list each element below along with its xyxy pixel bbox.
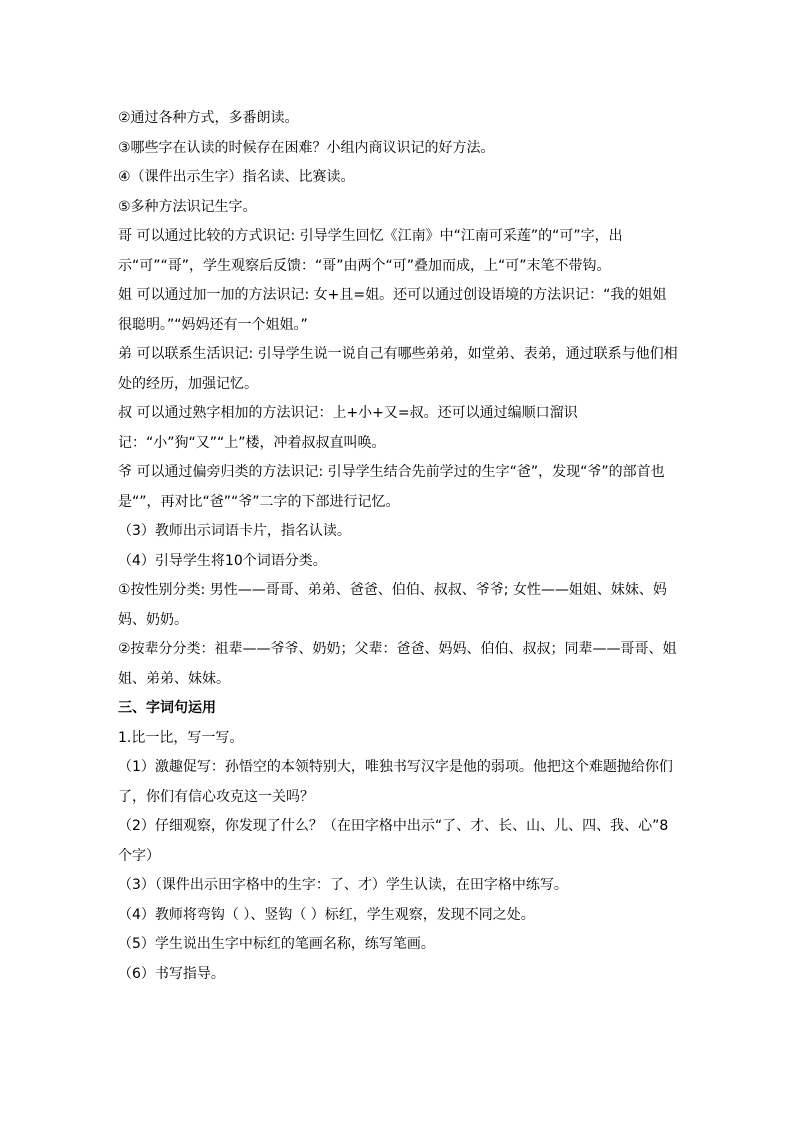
task-1-step-4: （4）教师将弯钩（ ）、竖钩（ ）标红，学生观察，发现不同之处。 [118, 906, 535, 923]
document-body [118, 104, 678, 989]
char-ye-method: 爷 可以通过偏旁归类的方法识记: 引导学生结合先前学过的生字“爸”，发现“爷”的部首也是“”，再对比“爸”“爷”二字的下部进行记忆。 [118, 464, 665, 510]
classify-by-generation: ②按辈分分类：祖辈——爷爷、奶奶；父辈：爸爸、妈妈、伯伯、叔叔；同辈——哥哥、姐姐、弟弟、妹妹。 [118, 641, 677, 687]
item-4-classify-words: （4）引导学生将10个词语分类。 [118, 552, 327, 569]
classify-by-gender: ①按性别分类: 男性——哥哥、弟弟、爸爸、伯伯、叔叔、爷爷; 女性——姐姐、妹妹、妈妈、奶奶。 [118, 582, 667, 628]
task-1-step-3: （3）（课件出示田字格中的生字：了、才）学生认读，在田字格中练写。 [118, 877, 568, 893]
task-1-step-2: （2）仔细观察，你发现了什么？（在田字格中出示“了、才、长、山、儿、四、我、心”8个字） [118, 818, 669, 864]
task-1-step-6: （6）书写指导。 [118, 965, 225, 982]
step-4-show-characters: ④（课件出示生字）指名读、比赛读。 [118, 169, 355, 185]
step-3-discuss-difficulties: ③哪些字在认读的时候存在困难？小组内商议识记的好方法。 [118, 139, 495, 156]
task-1-step-1: （1）激趣促写：孙悟空的本领特别大，唯独书写汉字是他的弱项。他把这个难题抛给你们了，你们有信心攻克这一关吗？ [118, 759, 673, 805]
section-heading-word-use: 三、字词句运用 [118, 700, 216, 716]
step-5-memorize-methods: ⑤多种方法识记生字。 [118, 198, 257, 215]
char-jie-method: 姐 可以通过加一加的方法识记: 女+且=姐。还可以通过创设语境的方法识记：“我的姐姐很聪明。”“妈妈还有一个姐姐。” [118, 287, 667, 333]
task-1-step-5: （5）学生说出生字中标红的笔画名称，练写笔画。 [118, 936, 435, 952]
item-3-word-cards: （3）教师出示词语卡片，指名认读。 [118, 523, 351, 539]
char-shu-method: 叔 可以通过熟字相加的方法识记：上+小+又=叔。还可以通过编顺口溜识记：“小”狗“又”“上”楼，冲着叔叔直叫唤。 [118, 405, 578, 451]
char-ge-method: 哥 可以通过比较的方式识记: 引导学生回忆《江南》中“江南可采莲”的“可”字，出示“可”“哥”，学生观察后反馈：“哥”由两个“可”叠加而成，上“可”末笔不带钩。 [118, 228, 623, 274]
char-di-method: 弟 可以联系生活识记: 引导学生说一说自己有哪些弟弟，如堂弟、表弟，通过联系与他们相处的经历，加强记忆。 [118, 346, 678, 392]
task-1-compare-write: 1.比一比，写一写。 [118, 729, 244, 746]
step-2-read-aloud: ②通过各种方式，多番朗读。 [118, 110, 299, 126]
